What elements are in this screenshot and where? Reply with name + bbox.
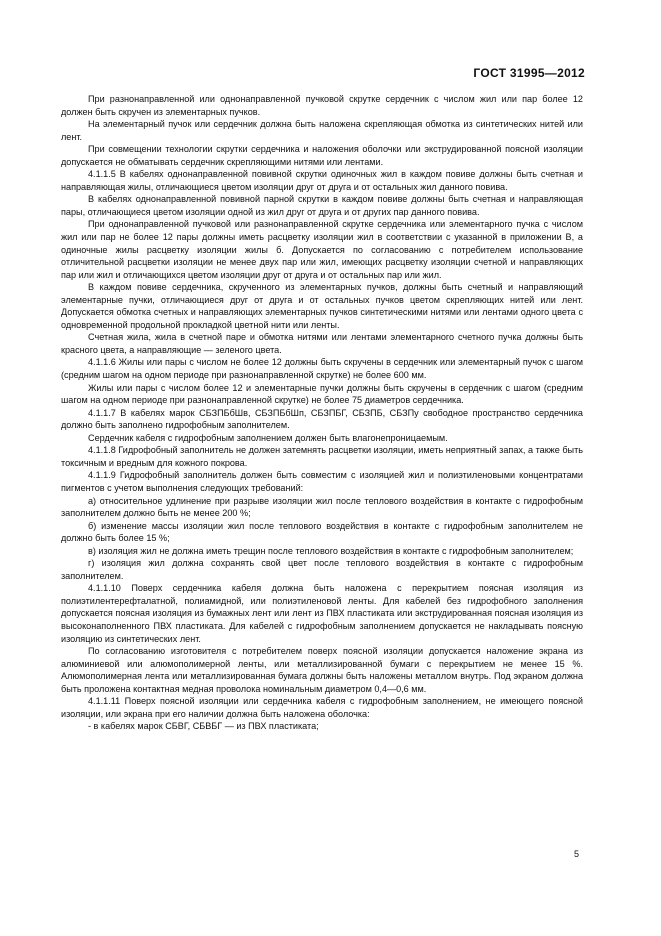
paragraph: При однонаправленной пучковой или разнонаправленной скрутке сердечника или элементарного пучка с числом жил или пар не более 12 пары должны иметь расцветку изоляции жил в соответствии с указанной в приложении В, а одиночные жилы расцветку изоляции жилы б. Допускается по согласованию с потребителем использование отличительной расцветки изоляции не менее двух пар или жил, имеющих расцветку изоляции счетной и направляющих пар или жил и отличающихся цветом изоляции друг от друга и от остальных пар или жил. (61, 219, 583, 280)
paragraph: 4.1.1.6 Жилы или пары с числом не более 12 должны быть скручены в сердечник или элементарный пучок с шагом (средним шагом на одном периоде при разнонаправленной скрутке) не более 600 мм. (61, 357, 583, 381)
paragraph: Счетная жила, жила в счетной паре и обмотка нитями или лентами элементарного счетного пучка должны быть красного цвета, а направляющие — зеленого цвета. (61, 332, 583, 355)
paragraph: При совмещении технологии скрутки сердечника и наложения оболочки или экструдированной поясной изоляции допускается не обматывать сердечник скрепляющими нитями или лентами. (61, 144, 583, 167)
paragraph: 4.1.1.7 В кабелях марок СБЗПБбШв, СБЗПБбШп, СБЗПБГ, СБЗПБ, СБЗПу свободное пространство сердечника должно быть заполнено гидрофобным заполнителем. (61, 407, 583, 431)
paragraph: 4.1.1.8 Гидрофобный заполнитель не должен затемнять расцветки изоляции, иметь неприятный запах, а также быть токсичным и вредным для кожного покрова. (61, 445, 583, 468)
paragraph: 4.1.1.10 Поверх сердечника кабеля должна быть наложена с перекрытием поясная изоляция из полиэтилентерефталатной, полиамидной, или полиэтиленовой ленты. Для кабелей без гидрофобного заполнения допускается поясная изоляция из бумажных лент или лент из ПВХ пластиката или экструдированная поясная изоляция из высоконаполненного ПВХ пластиката. Для кабелей с гидрофобным заполнением допускается не накладывать поясную изоляцию из синтетических лент. (61, 583, 583, 644)
paragraph: По согласованию изготовителя с потребителем поверх поясной изоляции допускается наложение экрана из алюминиевой или алюмополимерной ленты, или металлизированной бумаги с перекрытием не менее 15 %. Алюмополимерная лента или металлизированная бумага должны быть наложены металлом внутрь. Под экраном должна быть проложена контактная медная проволока номинальным диаметром 0,4—0,6 мм. (61, 646, 583, 694)
paragraph: В каждом повиве сердечника, скрученного из элементарных пучков, должны быть счетный и направляющий элементарные пучки, отличающиеся друг от друга и от остальных пучков цветом скрепляющих нитей или лент. Допускается обмотка счетных и направляющих элементарных пучков синтетическими нитями или лентами одного цвета с одновременной продольной прокладкой цветной нити или ленты. (61, 282, 583, 330)
list-item: г) изоляция жил должна сохранять свой цвет после теплового воздействия в контакте с гидрофобным заполнителем. (61, 558, 583, 581)
page-number: 5 (573, 849, 579, 859)
paragraph: 4.1.1.9 Гидрофобный заполнитель должен быть совместим с изоляцией жил и полиэтиленовыми концентратами пигментов с учетом выполнения следующих требований: (61, 470, 583, 493)
paragraph: Жилы или пары с числом более 12 и элементарные пучки должны быть скручены в сердечник с шагом (средним шагом на одном периоде при разнонаправленной скрутке) не более 75 диаметров сердечника. (61, 382, 583, 406)
paragraph: 4.1.1.5 В кабелях однонаправленной повивной скрутки одиночных жил в каждом повиве должны быть счетная и направляющая жилы, отличающиеся цветом изоляции друг от друга и от остальных жил данного повива. (61, 169, 583, 192)
list-item: в) изоляция жил не должна иметь трещин после теплового воздействия в контакте с гидрофобным заполнителем; (88, 545, 574, 556)
document-body (61, 93, 583, 733)
list-item: а) относительное удлинение при разрыве изоляции жил после теплового воздействия в контакте с гидрофобным заполнителем должно быть не менее 200 %; (61, 495, 583, 519)
paragraph: В кабелях однонаправленной повивной парной скрутки в каждом повиве должны быть счетная и направляющая пары, отличающиеся цветом изоляции одной из жил друг от друга и от других пар данного повива. (61, 194, 583, 217)
paragraph: 4.1.1.11 Поверх поясной изоляции или сердечника кабеля с гидрофобным заполнением, не имеющего поясной изоляции, или экрана при его наличии должна быть наложена оболочка: (61, 696, 583, 719)
paragraph: При разнонаправленной или однонаправленной пучковой скрутке сердечник с числом жил или пар более 12 должен быть скручен из элементарных пучков. (61, 94, 583, 117)
list-item: б) изменение массы изоляции жил после теплового воздействия в контакте с гидрофобным заполнителем не должно быть более 15 %; (61, 520, 583, 544)
paragraph: Сердечник кабеля с гидрофобным заполнением должен быть влагонепроницаемым. (88, 432, 448, 443)
list-item: - в кабелях марок СБВГ, СБВБГ — из ПВХ пластиката; (88, 721, 319, 732)
paragraph: На элементарный пучок или сердечник должна быть наложена скрепляющая обмотка из синтетических нитей или лент. (61, 119, 583, 142)
document-code: ГОСТ 31995—2012 (473, 66, 585, 80)
